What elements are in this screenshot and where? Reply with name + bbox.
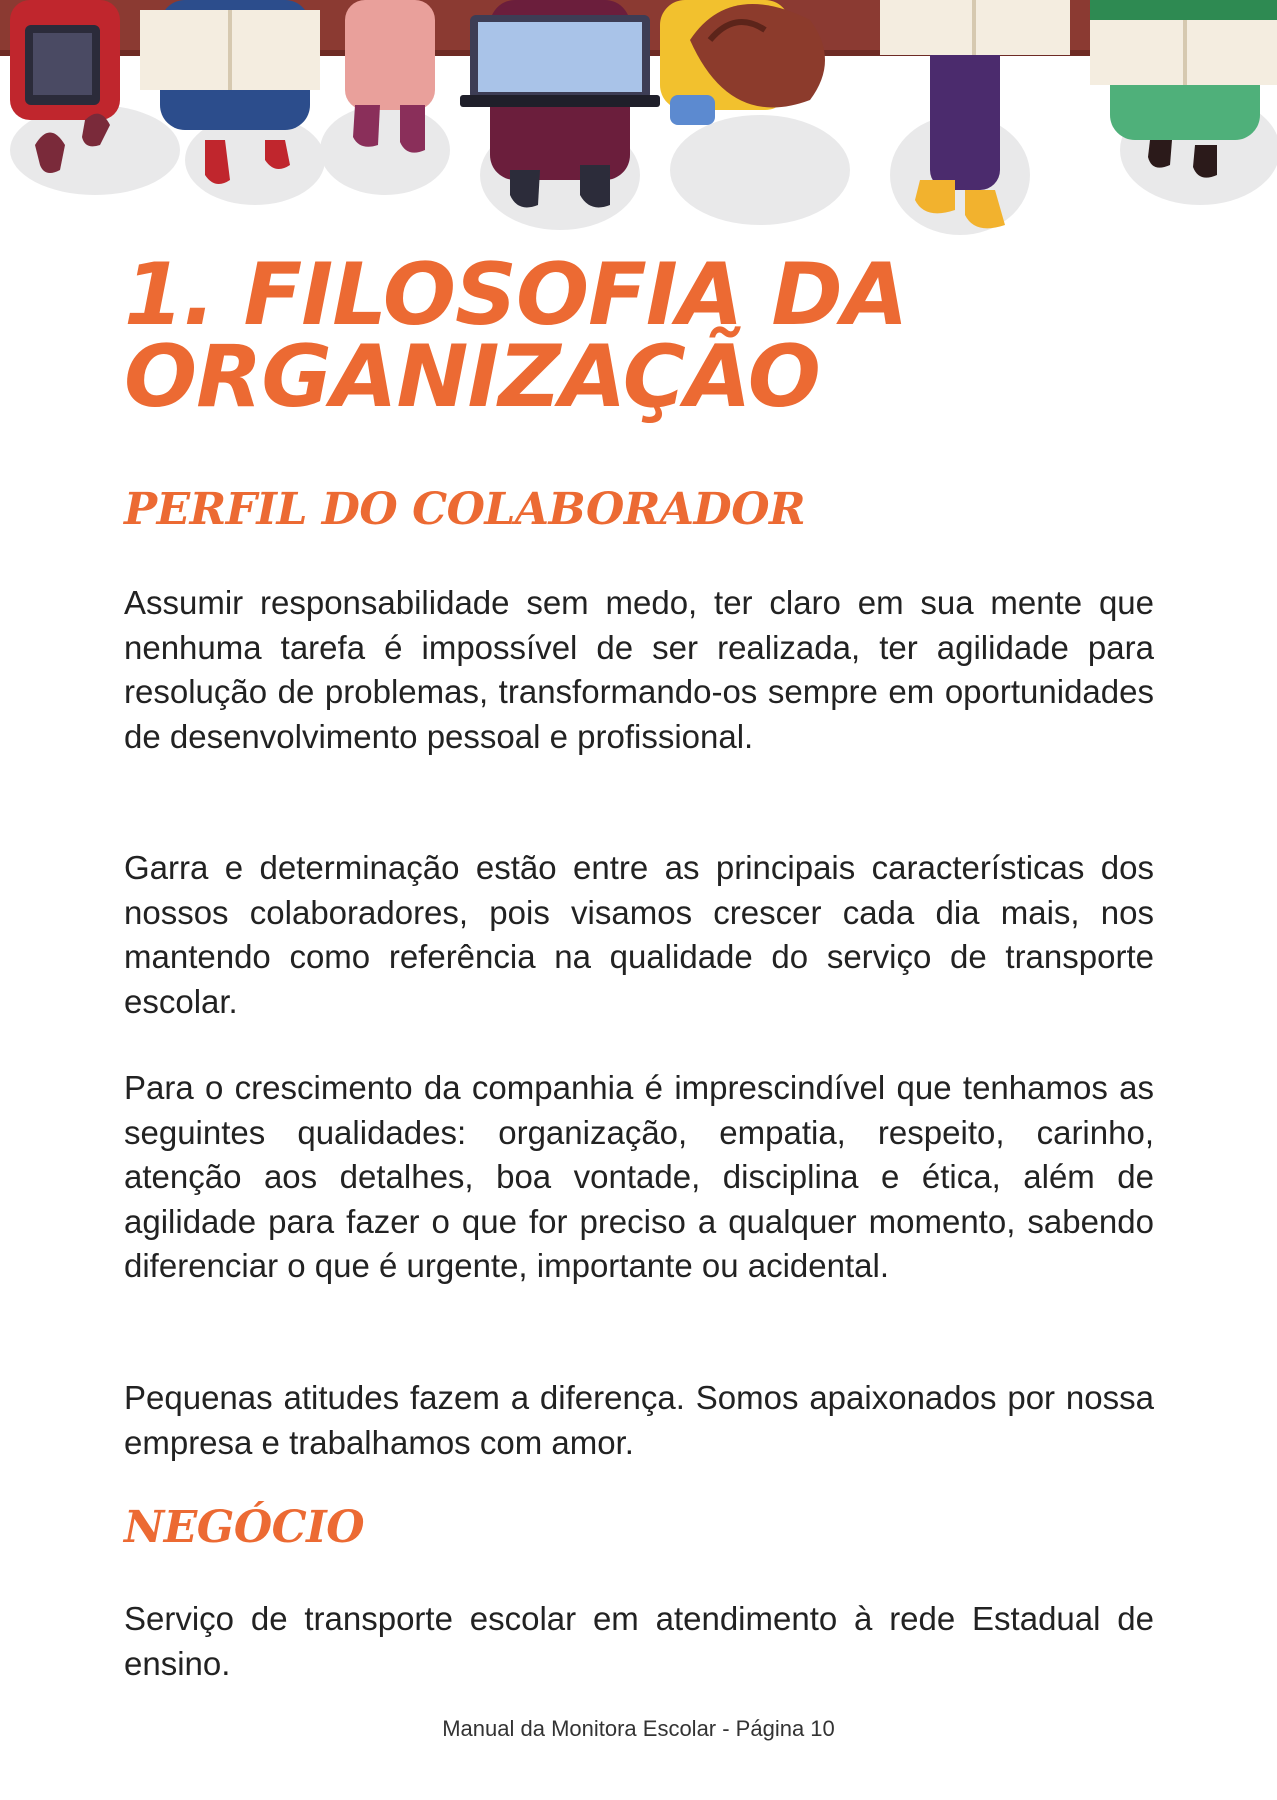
page-title — [124, 245, 908, 427]
perfil-paragraph-4: Pequenas atitudes fazem a diferença. Somos apaixonados por nossa empresa e trabalhamos com amor. — [124, 1379, 1154, 1461]
header-illustration — [0, 0, 1277, 250]
people-sitting-on-bench-illustration — [0, 0, 1277, 250]
perfil-paragraph-2: Garra e determinação estão entre as principais características dos nossos colaboradores, pois visamos crescer cada dia mais, nos mantendo como referência na qualidade do serviço de transporte escolar. — [124, 849, 1154, 1020]
perfil-paragraph-1: Assumir responsabilidade sem medo, ter claro em sua mente que nenhuma tarefa é impossível de ser realizada, ter agilidade para resolução de problemas, transformando-os sempre em oportunidades de desenvolvimento pessoal e profissional. — [124, 584, 1154, 755]
page-title-line-1: 1. FILOSOFIA DA — [124, 245, 908, 345]
page-footer: Manual da Monitora Escolar - Página 10 — [442, 1716, 835, 1741]
page-title-line-2: ORGANIZAÇÃO — [124, 327, 820, 427]
section-heading-perfil: PERFIL DO COLABORADOR — [124, 484, 806, 535]
section-heading-negocio: NEGÓCIO — [124, 1502, 365, 1553]
negocio-paragraph: Serviço de transporte escolar em atendimento à rede Estadual de ensino. — [124, 1600, 1154, 1682]
perfil-paragraph-3: Para o crescimento da companhia é imprescindível que tenhamos as seguintes qualidades: organização, empatia, respeito, carinho, atenção aos detalhes, boa vontade, disciplina e ética, além de agilidade para fazer o que for preciso a qualquer momento, sabendo diferenciar o que é urgente, importante ou acidental. — [124, 1069, 1154, 1284]
